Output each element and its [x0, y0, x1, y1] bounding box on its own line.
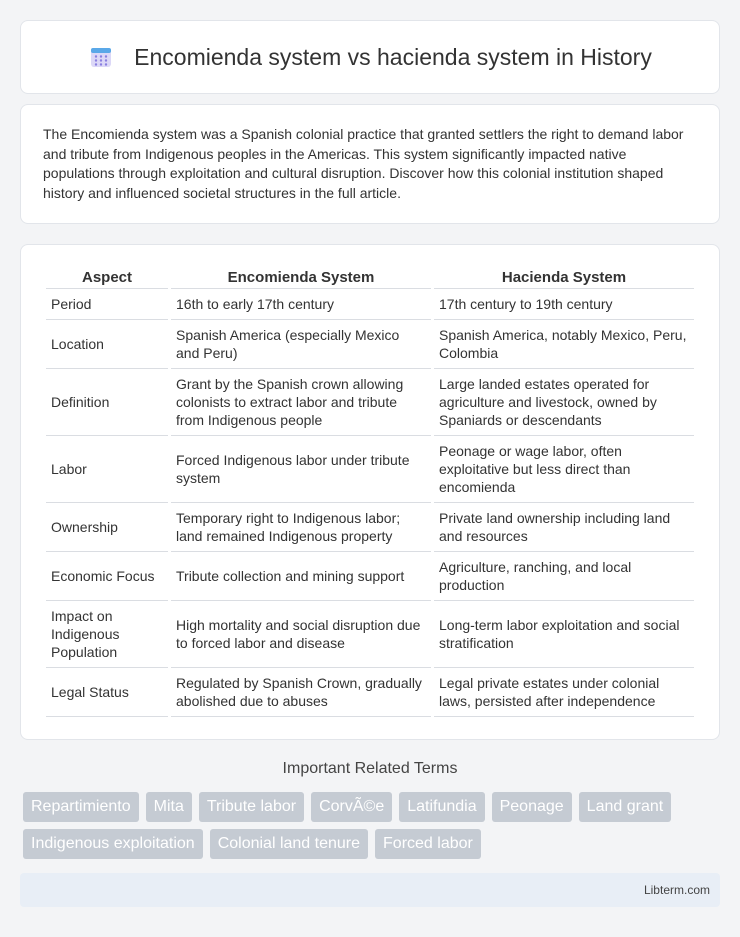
cell-encomienda: High mortality and social disruption due to forced labor and disease [171, 601, 431, 668]
table-row [46, 503, 694, 552]
footer-site-link[interactable]: Libterm.com [643, 883, 710, 897]
tag-colonial-land-tenure[interactable]: Colonial land tenure [210, 829, 368, 859]
tag-latifundia[interactable]: Latifundia [399, 792, 484, 822]
comparison-table [43, 265, 697, 717]
tag-forced-labor[interactable]: Forced labor [375, 829, 481, 859]
column-header-aspect: Aspect [46, 265, 168, 289]
cell-encomienda: Spanish America (especially Mexico and Peru) [171, 320, 431, 369]
calendar-icon [88, 44, 114, 70]
cell-aspect: Legal Status [46, 668, 168, 717]
cell-aspect: Location [46, 320, 168, 369]
table-row [46, 369, 694, 436]
tag-land-grant[interactable]: Land grant [579, 792, 672, 822]
table-row [46, 320, 694, 369]
cell-encomienda: Forced Indigenous labor under tribute system [171, 436, 431, 503]
page-title: Encomienda system vs hacienda system in History [134, 43, 652, 70]
cell-encomienda: Regulated by Spanish Crown, gradually abolished due to abuses [171, 668, 431, 717]
related-terms-heading: Important Related Terms [282, 760, 458, 777]
cell-hacienda: Large landed estates operated for agriculture and livestock, owned by Spaniards or descendants [434, 369, 694, 436]
tag-peonage[interactable]: Peonage [492, 792, 572, 822]
table-row [46, 668, 694, 717]
table-row [46, 289, 694, 320]
cell-aspect: Ownership [46, 503, 168, 552]
intro-card [20, 104, 720, 224]
cell-hacienda: Agriculture, ranching, and local production [434, 552, 694, 601]
tag-corvee[interactable]: CorvÃ©e [311, 792, 392, 822]
cell-aspect: Labor [46, 436, 168, 503]
table-header-row [46, 265, 694, 289]
table-row [46, 552, 694, 601]
cell-encomienda: Tribute collection and mining support [171, 552, 431, 601]
related-terms-list [23, 792, 703, 859]
cell-hacienda: 17th century to 19th century [434, 289, 694, 320]
column-header-hacienda: Hacienda System [434, 265, 694, 289]
tag-tribute-labor[interactable]: Tribute labor [199, 792, 304, 822]
cell-hacienda: Peonage or wage labor, often exploitative but less direct than encomienda [434, 436, 694, 503]
footer [20, 873, 720, 907]
comparison-table-card [20, 244, 720, 740]
cell-hacienda: Legal private estates under colonial laws, persisted after independence [434, 668, 694, 717]
tag-repartimiento[interactable]: Repartimiento [23, 792, 139, 822]
cell-aspect: Definition [46, 369, 168, 436]
intro-text: The Encomienda system was a Spanish colonial practice that granted settlers the right to demand labor and tribute from Indigenous peoples in the Americas. This system significantly impacted native populations through exploitation and cultural disruption. Discover how this colonial institution shaped history and influenced societal structures in the full article. [43, 126, 684, 201]
cell-hacienda: Spanish America, notably Mexico, Peru, Colombia [434, 320, 694, 369]
cell-aspect: Economic Focus [46, 552, 168, 601]
cell-aspect: Impact on Indigenous Population [46, 601, 168, 668]
title-card [20, 20, 720, 94]
cell-encomienda: Grant by the Spanish crown allowing colonists to extract labor and tribute from Indigenous people [171, 369, 431, 436]
table-row [46, 436, 694, 503]
cell-aspect: Period [46, 289, 168, 320]
column-header-encomienda: Encomienda System [171, 265, 431, 289]
tag-indigenous-exploitation[interactable]: Indigenous exploitation [23, 829, 203, 859]
cell-hacienda: Long-term labor exploitation and social stratification [434, 601, 694, 668]
cell-encomienda: Temporary right to Indigenous labor; land remained Indigenous property [171, 503, 431, 552]
cell-encomienda: 16th to early 17th century [171, 289, 431, 320]
tag-mita[interactable]: Mita [146, 792, 192, 822]
cell-hacienda: Private land ownership including land and resources [434, 503, 694, 552]
table-row [46, 601, 694, 668]
